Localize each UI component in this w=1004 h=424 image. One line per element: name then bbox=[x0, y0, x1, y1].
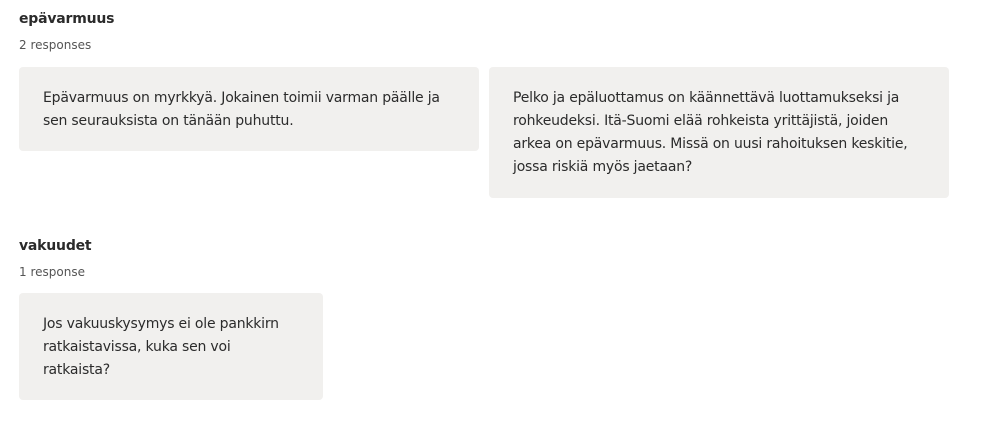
response-card bbox=[19, 67, 479, 151]
group-title: vakuudet bbox=[19, 238, 92, 254]
response-card bbox=[19, 293, 323, 400]
response-text: Jos vakuuskysymys ei ole pankkirn ratkaistavissa, kuka sen voi ratkaista? bbox=[43, 316, 279, 378]
response-group-epavarmuus bbox=[19, 11, 114, 52]
group-title: epävarmuus bbox=[19, 11, 115, 27]
response-text: Epävarmuus on myrkkyä. Jokainen toimii varman päälle ja sen seurauksista on tänään puhuttu. bbox=[43, 90, 440, 129]
response-group-vakuudet bbox=[19, 238, 91, 279]
response-count: 1 response bbox=[19, 265, 85, 279]
response-count: 2 responses bbox=[19, 38, 92, 52]
response-text: Pelko ja epäluottamus on käännettävä luottamukseksi ja rohkeudeksi. Itä-Suomi elää rohkeista yrittäjistä, joiden arkea on epävarmuus. Missä on uusi rahoituksen keskitie, jossa riskiä myös jaetaan? bbox=[513, 90, 908, 175]
response-card bbox=[489, 67, 949, 198]
